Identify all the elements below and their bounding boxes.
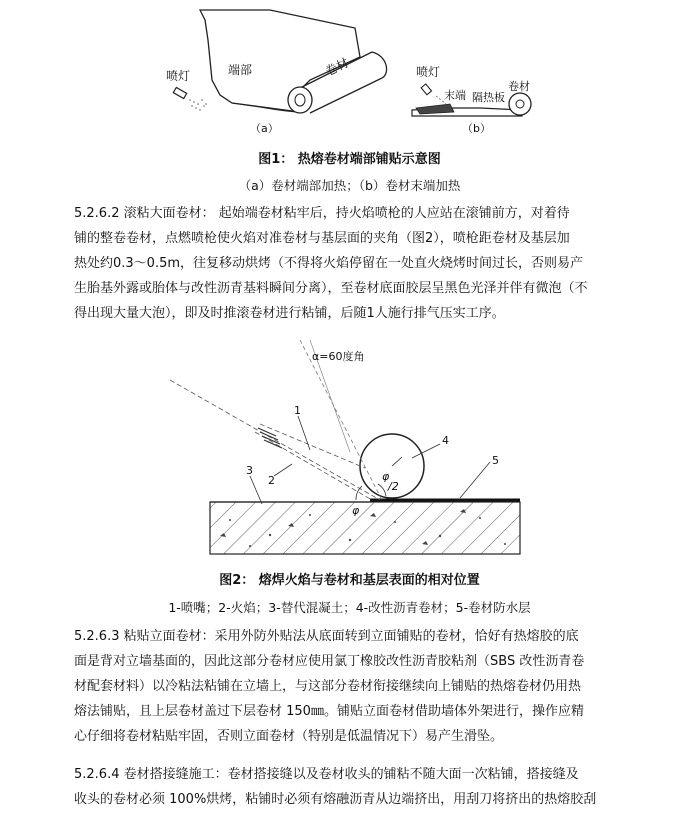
figure-1-subcaption: （a）卷材端部加热；（b）卷材末端加热 [238, 178, 461, 193]
text-line: 收头的卷材必须 100%烘烤，粘铺时必须有熔融沥青从边端挤出，用刮刀将挤出的热熔胶刮 [74, 792, 597, 807]
section-5263-paragraph [74, 624, 640, 749]
text-line: 5.2.6.4 卷材搭接缝施工：卷材搭接缝以及卷材收头的铺粘不随大面一次粘铺，搭接缝及 [74, 767, 579, 782]
section-5264-paragraph [74, 762, 640, 812]
label-5: 5 [492, 454, 499, 467]
label-phi-half: /2 [388, 480, 399, 493]
label-2: 2 [268, 474, 275, 487]
text-line: 心仔细将卷材粘贴牢固，否则立面卷材（特别是低温情况下）易产生滑坠。 [74, 729, 504, 744]
label-1: 1 [294, 404, 301, 417]
text-line: 材配套材料）以冷粘法粘铺在立墙上，与这部分卷材衔接继续向上铺贴的热熔卷材仍用热 [74, 679, 582, 694]
label-torch-b: 喷灯 [416, 65, 441, 79]
section-5262-paragraph [74, 201, 640, 326]
figure-2 [160, 340, 530, 565]
text-line: 面是背对立墙基面的，因此这部分卷材应使用氯丁橡胶改性沥青胶粘剂（SBS 改性沥青卷 [74, 654, 585, 669]
label-phi-left: φ [352, 504, 360, 517]
figure-1 [150, 0, 550, 140]
text-line: 5.2.6.2 滚粘大面卷材： 起始端卷材粘牢后，持火焰喷枪的人应站在滚铺前方，对着待 [74, 206, 570, 221]
figure-2-caption: 图2： 熔焊火焰与卷材和基层表面的相对位置 [219, 573, 480, 588]
text-line: 铺的整卷卷材，点燃喷枪使火焰对准卷材与基层面的夹角（图2），喷枪距卷材及基层加 [74, 231, 570, 246]
figure-2-drawing [160, 340, 530, 565]
text-line: 生胎基外露或胎体与改性沥青基料瞬间分离），至卷材底面胶层呈黑色光泽并伴有微泡（不 [74, 281, 588, 296]
label-panel-b: （b） [462, 122, 491, 135]
label-panel-a: （a） [250, 122, 279, 135]
text-line: 热处约0.3～0.5m，往复移动烘烤（不得将火焰停留在一处直火烧烤时间过长，否则易产 [74, 256, 584, 271]
label-tail-end: 末端 [444, 89, 466, 102]
label-end-part: 端部 [228, 63, 253, 77]
label-angle: α=60度角 [312, 350, 365, 363]
figure-1-caption: 图1： 热熔卷材端部铺贴示意图 [258, 152, 441, 167]
label-3: 3 [246, 464, 253, 477]
label-roll-a: 卷材 [323, 55, 351, 79]
text-line: 5.2.6.3 粘贴立面卷材：采用外防外贴法从底面转到立面铺贴的卷材，恰好有热熔胶的底 [74, 629, 579, 644]
label-torch-a: 喷灯 [166, 69, 191, 83]
label-insulation-board: 隔热板 [472, 91, 505, 104]
text-line: 熔法铺贴，且上层卷材盖过下层卷材 150㎜。铺贴立面卷材借助墙体外架进行，操作应精 [74, 704, 584, 719]
label-phi-right: φ [382, 470, 390, 483]
label-roll-b: 卷材 [508, 80, 530, 93]
figure-2-subcaption: 1-喷嘴；2-火焰；3-替代混凝土；4-改性沥青卷材；5-卷材防水层 [168, 600, 531, 615]
figure-1-drawing [150, 0, 550, 140]
text-line: 得出现大量大泡），即及时推滚卷材进行粘铺，后随1人施行排气压实工序。 [74, 306, 505, 321]
label-4: 4 [442, 434, 449, 447]
